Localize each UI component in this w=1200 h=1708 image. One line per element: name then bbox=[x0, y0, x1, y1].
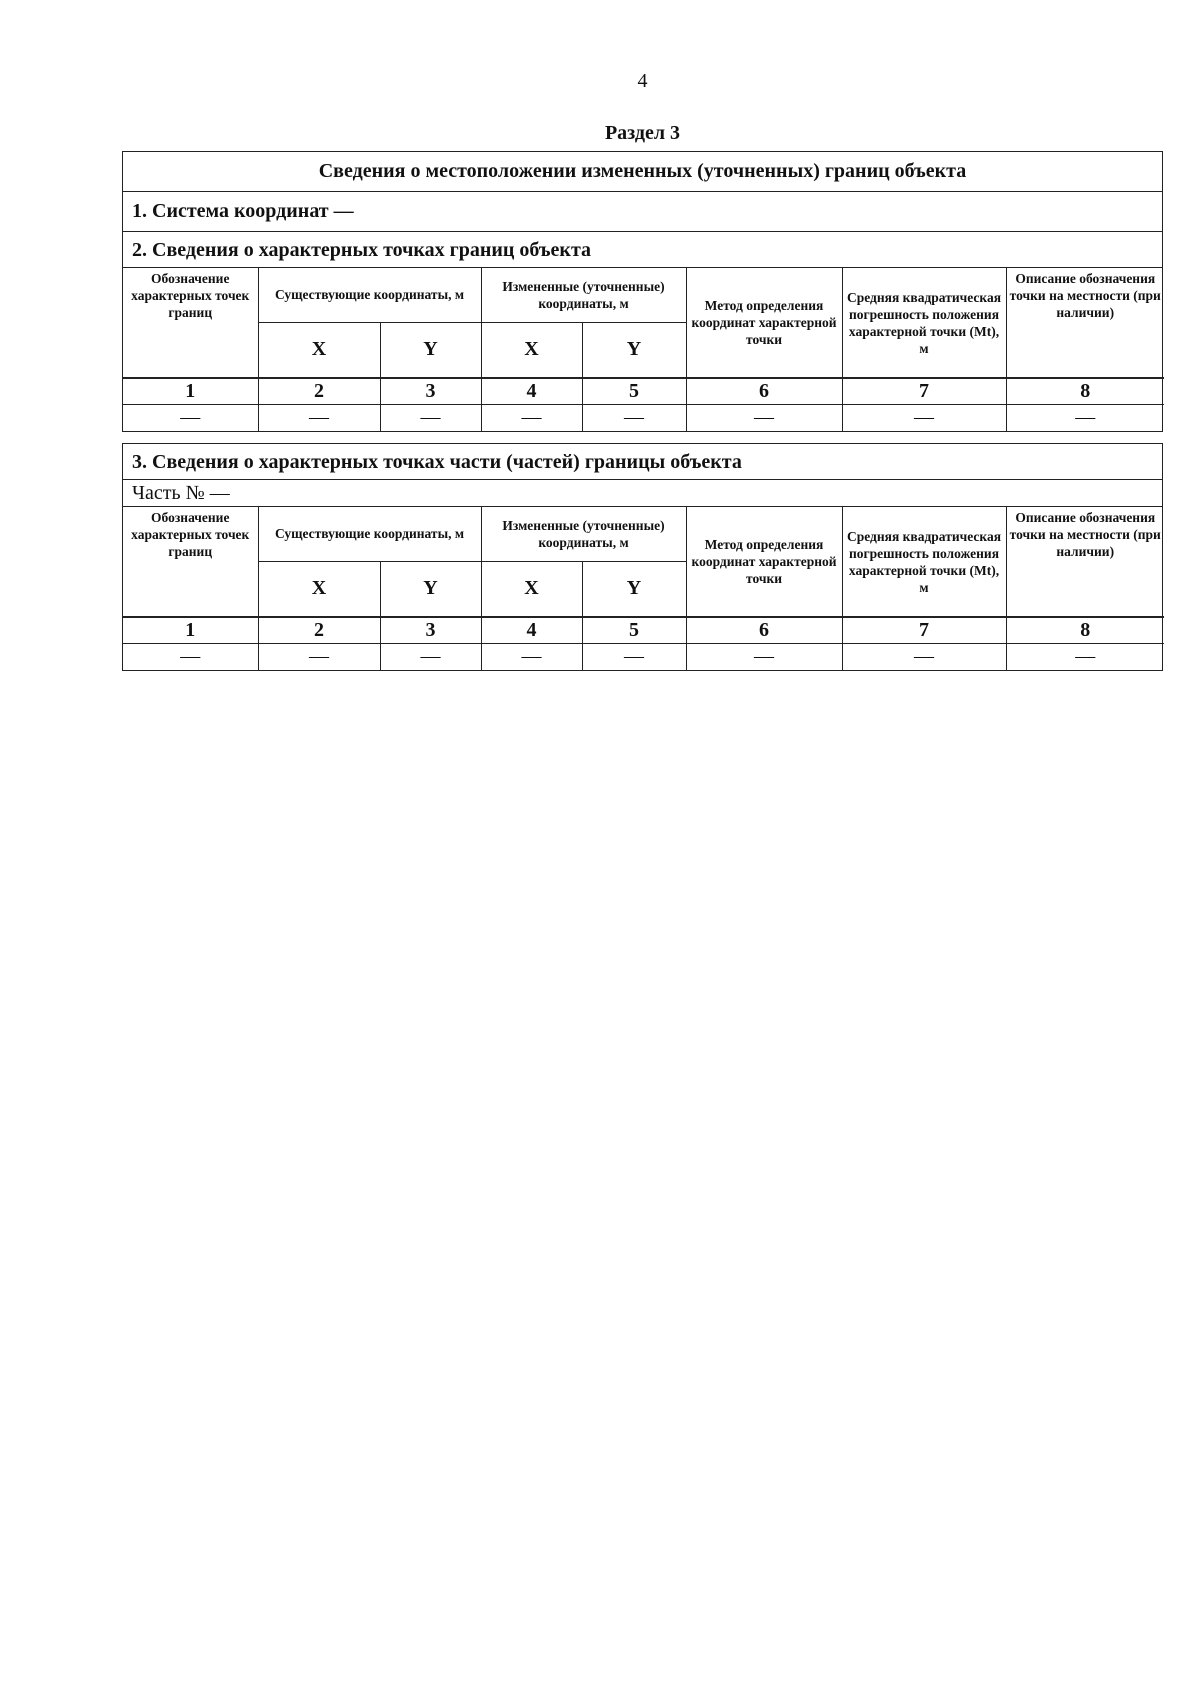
column-number: 4 bbox=[481, 378, 582, 404]
table-cell: — bbox=[258, 643, 380, 670]
table-cell: — bbox=[481, 643, 582, 670]
table-cell: — bbox=[1006, 404, 1164, 431]
table-cell: — bbox=[1006, 643, 1164, 670]
column-number: 6 bbox=[686, 617, 842, 643]
header-y-changed: Y bbox=[582, 561, 686, 617]
column-numbers-row bbox=[123, 378, 1164, 404]
header-x-existing: X bbox=[258, 561, 380, 617]
table-title: Сведения о местоположении измененных (уточненных) границ объекта bbox=[123, 152, 1162, 192]
part-number: Часть № — bbox=[123, 480, 1162, 507]
table-cell: — bbox=[842, 404, 1006, 431]
header-description: Описание обозначения точки на местности (при наличии) bbox=[1006, 507, 1164, 617]
table-row bbox=[123, 643, 1164, 670]
table-cell: — bbox=[582, 643, 686, 670]
section-title: Раздел 3 bbox=[604, 122, 681, 144]
header-y-existing: Y bbox=[380, 561, 481, 617]
column-number: 5 bbox=[582, 378, 686, 404]
table-cell: — bbox=[258, 404, 380, 431]
column-number: 2 bbox=[258, 378, 380, 404]
boundaries-table-block bbox=[122, 151, 1163, 432]
header-designation: Обозначение характерных точек границ bbox=[123, 268, 258, 378]
header-existing-coords: Существующие координаты, м bbox=[258, 268, 481, 322]
column-number: 8 bbox=[1006, 617, 1164, 643]
table-cell: — bbox=[481, 404, 582, 431]
table-cell: — bbox=[380, 404, 481, 431]
column-number: 5 bbox=[582, 617, 686, 643]
column-number: 4 bbox=[481, 617, 582, 643]
table-cell: — bbox=[686, 643, 842, 670]
column-number: 7 bbox=[842, 617, 1006, 643]
column-numbers-row bbox=[123, 617, 1164, 643]
column-number: 3 bbox=[380, 617, 481, 643]
column-number: 7 bbox=[842, 378, 1006, 404]
coordinate-system: 1. Система координат — bbox=[123, 192, 1162, 232]
header-x-changed: X bbox=[481, 322, 582, 378]
points-heading: 2. Сведения о характерных точках границ объекта bbox=[123, 232, 1162, 268]
table-cell: — bbox=[123, 643, 258, 670]
header-y-existing: Y bbox=[380, 322, 481, 378]
page-number: 4 bbox=[637, 70, 648, 92]
header-x-changed: X bbox=[481, 561, 582, 617]
header-description: Описание обозначения точки на местности (при наличии) bbox=[1006, 268, 1164, 378]
header-method: Метод определения координат характерной точки bbox=[686, 507, 842, 617]
part-table-block bbox=[122, 443, 1163, 671]
column-number: 8 bbox=[1006, 378, 1164, 404]
header-method: Метод определения координат характерной точки bbox=[686, 268, 842, 378]
header-designation: Обозначение характерных точек границ bbox=[123, 507, 258, 617]
table-cell: — bbox=[686, 404, 842, 431]
part-heading: 3. Сведения о характерных точках части (частей) границы объекта bbox=[123, 444, 1162, 480]
header-y-changed: Y bbox=[582, 322, 686, 378]
header-error: Средняя квадратическая погрешность положения характерной точки (Mt), м bbox=[842, 507, 1006, 617]
column-number: 6 bbox=[686, 378, 842, 404]
table-cell: — bbox=[123, 404, 258, 431]
table-cell: — bbox=[380, 643, 481, 670]
header-x-existing: X bbox=[258, 322, 380, 378]
header-error: Средняя квадратическая погрешность положения характерной точки (Mt), м bbox=[842, 268, 1006, 378]
column-number: 1 bbox=[123, 378, 258, 404]
header-changed-coords: Измененные (уточненные) координаты, м bbox=[481, 268, 686, 322]
table-cell: — bbox=[842, 643, 1006, 670]
column-number: 2 bbox=[258, 617, 380, 643]
header-existing-coords: Существующие координаты, м bbox=[258, 507, 481, 561]
points-table bbox=[123, 268, 1164, 431]
column-number: 1 bbox=[123, 617, 258, 643]
table-row bbox=[123, 404, 1164, 431]
part-points-table bbox=[123, 507, 1164, 670]
column-number: 3 bbox=[380, 378, 481, 404]
header-changed-coords: Измененные (уточненные) координаты, м bbox=[481, 507, 686, 561]
table-cell: — bbox=[582, 404, 686, 431]
